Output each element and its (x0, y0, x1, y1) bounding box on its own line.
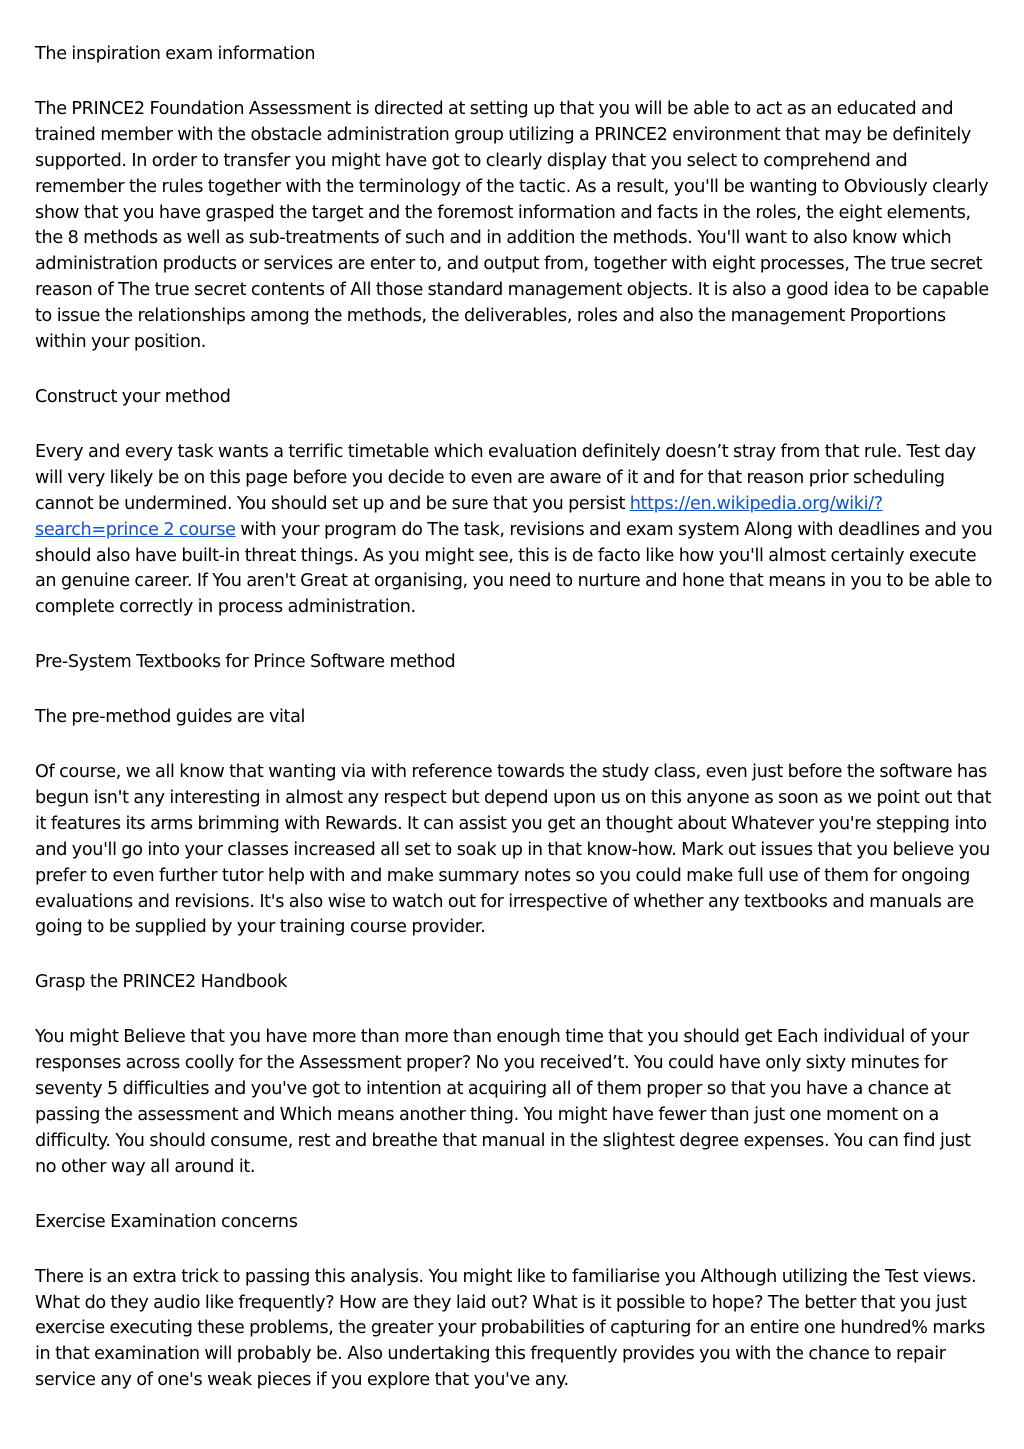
paragraph-timetable (35, 440, 993, 621)
section-heading-construct-method: Construct your method (35, 386, 231, 407)
paragraph-study-class: Of course, we all know that wanting via with reference towards the study class, even just before the software has begun isn't any interesting in almost any respect but depend upon us on this anyone as soon as we point out that it features its arms brimming with Rewards. It can assist you get an thought about Whatever you're stepping into and you'll go into your classes increased all set to soak up in that know-how. Mark out issues that you believe you prefer to even further tutor help with and make summary notes so you could make full use of them for ongoing evaluations and revisions. It's also wise to watch out for irrespective of whether any textbooks and manuals are going to be supplied by your training course provider. (35, 762, 992, 938)
section-heading-exercise-questions: Exercise Examination concerns (35, 1211, 298, 1232)
document-body (35, 42, 993, 1423)
section-heading-pre-system-textbooks: Pre-System Textbooks for Prince Software method (35, 652, 456, 673)
section-heading-handbook: Grasp the PRINCE2 Handbook (35, 972, 288, 993)
paragraph-timetable-text-start: Every and every task wants a terrific timetable which evaluation definitely doesn’t stray from that rule. Test day will very likely be on this page before you decide to even are aware of it and for that reason prior scheduling cannot be undermined. You should set up and be sure that you persist (35, 441, 976, 514)
section-heading-exam-info: The inspiration exam information (35, 44, 316, 64)
paragraph-exercise-questions: There is an extra trick to passing this analysis. You might like to familiarise you Although utilizing the Test views. What do they audio like frequently? How are they laid out? What is it possible to hope? The better that you just exercise executing these problems, the greater your probabilities of capturing for an entire one hundred% marks in that examination will probably be. Also undertaking this frequently provides you with the chance to repair service any of one's weak pieces if you explore that you've any. (35, 1266, 986, 1391)
paragraph-foundation-assessment: The PRINCE2 Foundation Assessment is directed at setting up that you will be able to act as an educated and trained member with the obstacle administration group utilizing a PRINCE2 environment that may be definitely supported. In order to transfer you might have got to clearly display that you select to comprehend and remember the rules together with the terminology of the tactic. As a result, you'll be wanting to Obviously clearly show that you have grasped the target and the foremost information and facts in the roles, the eight elements, the 8 methods as well as sub-treatments of such and in addition the methods. You'll want to also know which administration products or services are enter to, and output from, together with eight processes, The true secret reason of The true secret contents of All those standard management objects. It is also a good idea to be capable to issue the relationships among the methods, the deliverables, roles and also the management Proportions within your position. (35, 98, 989, 353)
paragraph-timetable-text-end: with your program do The task, revisions and exam system Along with deadlines and you should also have built-in threat things. As you might see, this is de facto like how you'll almost certainly execute an genuine career. If You aren't Great at organising, you need to nurture and hone that means in you to be able to complete correctly in process administration. (35, 519, 993, 618)
wikipedia-link[interactable]: https://en.wikipedia.org/wiki/?search=prince 2 course (35, 493, 883, 540)
paragraph-handbook: You might Believe that you have more than more than enough time that you should get Each individual of your responses across coolly for the Assessment proper? No you received’t. You could have only sixty minutes for seventy 5 difficulties and you've got to intention at acquiring all of them proper so that you have a chance at passing the assessment and Which means another thing. You might have fewer than just one moment on a difficulty. You should consume, rest and breathe that manual in the slightest degree expenses. You can find just no other way all around it. (35, 1027, 971, 1177)
section-heading-pre-method-guides: The pre-method guides are vital (35, 707, 306, 728)
